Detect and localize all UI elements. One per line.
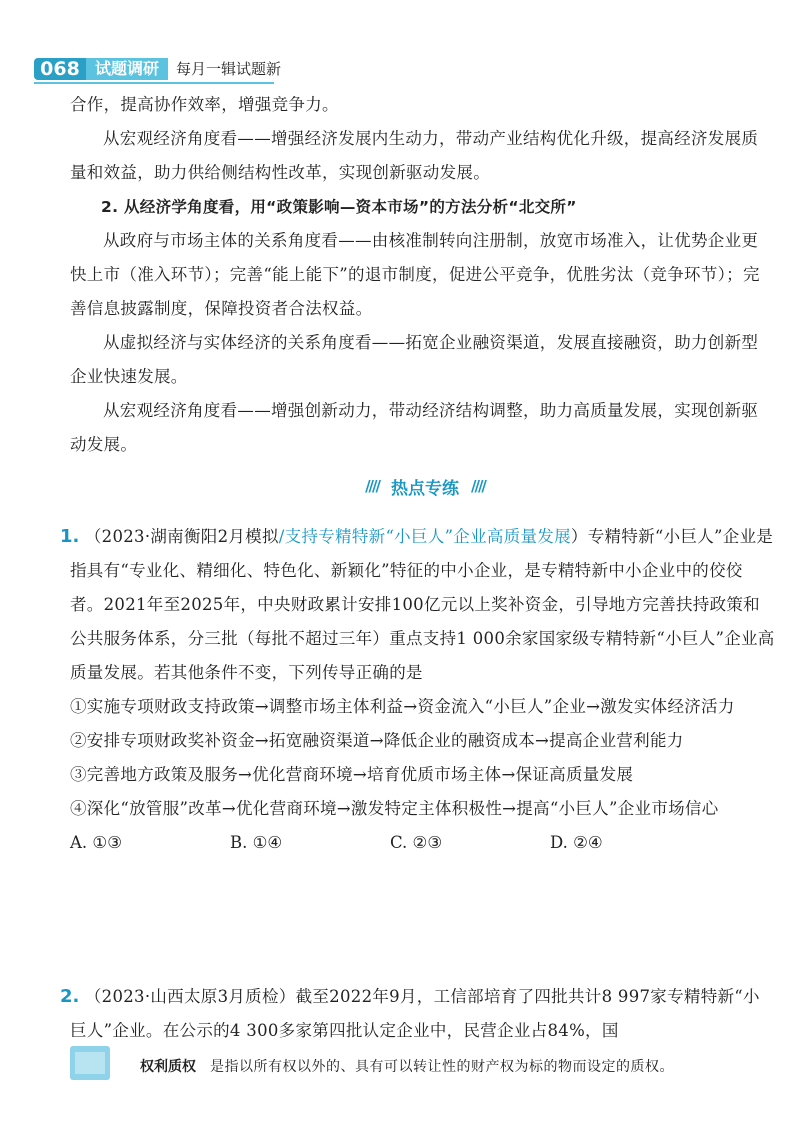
section-title: 热点专练: [391, 478, 459, 499]
question-prefix: （2023·湖南衡阳2月模拟: [84, 527, 279, 546]
header-rule: [34, 82, 274, 84]
choice-a: A. ①③: [70, 833, 122, 852]
paragraph: 从宏观经济角度看——增强创新动力，带动经济结构调整，助力高质量发展，实现创新驱动发展。: [70, 401, 759, 454]
option-3: ③完善地方政策及服务→优化营商环境→培育优质市场主体→保证高质量发展: [70, 765, 634, 784]
question-stem: （2023·山西太原3月质检）截至2022年9月，工信部培育了四批共计8 997家专精特新“小巨人”企业。在公示的4 300多家第四批认定企业中，民营企业占84%，国: [70, 987, 760, 1040]
choice-b: B. ①④: [230, 833, 283, 852]
slash-decoration-right: ////: [471, 477, 485, 495]
question-number: 2.: [60, 986, 80, 1007]
section-tag: 试题调研: [86, 58, 168, 80]
choice-d: D. ②④: [550, 833, 603, 852]
choice-c: C. ②③: [390, 833, 443, 852]
question-stem: [70, 520, 775, 690]
question-1: [60, 520, 775, 860]
answer-choices: [70, 826, 775, 860]
paragraph: 从宏观经济角度看——增强经济发展内生动力，带动产业结构优化升级，提高经济发展质量和效益，助力供给侧结构性改革，实现创新驱动发展。: [70, 129, 759, 182]
article-body: [70, 88, 770, 462]
page-header: [30, 54, 330, 84]
header-subtitle: 每月一辑试题新: [176, 60, 282, 78]
paragraph: 从虚拟经济与实体经济的关系角度看——拓宽企业融资渠道，发展直接融资，助力创新型企业快速发展。: [70, 333, 759, 386]
question-source: /支持专精特新“小巨人”企业高质量发展: [278, 527, 571, 546]
option-4: ④深化“放管服”改革→优化营商环境→激发特定主体积极性→提高“小巨人”企业市场信心: [70, 799, 719, 818]
question-number: 1.: [60, 526, 80, 547]
question-2: [60, 980, 775, 1048]
side-tab: [70, 1046, 110, 1080]
slash-decoration-left: ////: [365, 477, 379, 495]
option-1: ①实施专项财政支持政策→调整市场主体利益→资金流入“小巨人”企业→激发实体经济活力: [70, 697, 735, 716]
question-text: ）专精特新“小巨人”企业是指具有“专业化、精细化、特色化、新颖化”特征的中小企业，是专精特新中小企业中的佼佼者。2021年至2025年，中央财政累计安排100亿元以上奖补资金，引导地方完善扶持政策和公共服务体系，分三批（每批不超过三年）重点支持1 000余家国家级专精特新“小巨人”企业高质量发展。若其他条件不变，下列传导正确的是: [70, 527, 775, 682]
footer-term: 权利质权: [140, 1059, 196, 1075]
subheading: 2. 从经济学角度看，用“政策影响—资本市场”的方法分析“北交所”: [101, 198, 577, 216]
page-number: 068: [34, 58, 86, 80]
page-footer: [0, 1044, 800, 1084]
section-heading: [330, 466, 520, 506]
paragraph: 合作，提高协作效率，增强竞争力。: [70, 95, 339, 114]
footer-definition: 是指以所有权以外的、具有可以转让性的财产权为标的物而设定的质权。: [210, 1059, 674, 1075]
option-2: ②安排专项财政奖补资金→拓宽融资渠道→降低企业的融资成本→提高企业营利能力: [70, 731, 684, 750]
paragraph: 从政府与市场主体的关系角度看——由核准制转向注册制，放宽市场准入，让优势企业更快上市（准入环节）；完善“能上能下”的退市制度，促进公平竞争，优胜劣汰（竞争环节）；完善信息披露制度，保障投资者合法权益。: [70, 231, 760, 318]
